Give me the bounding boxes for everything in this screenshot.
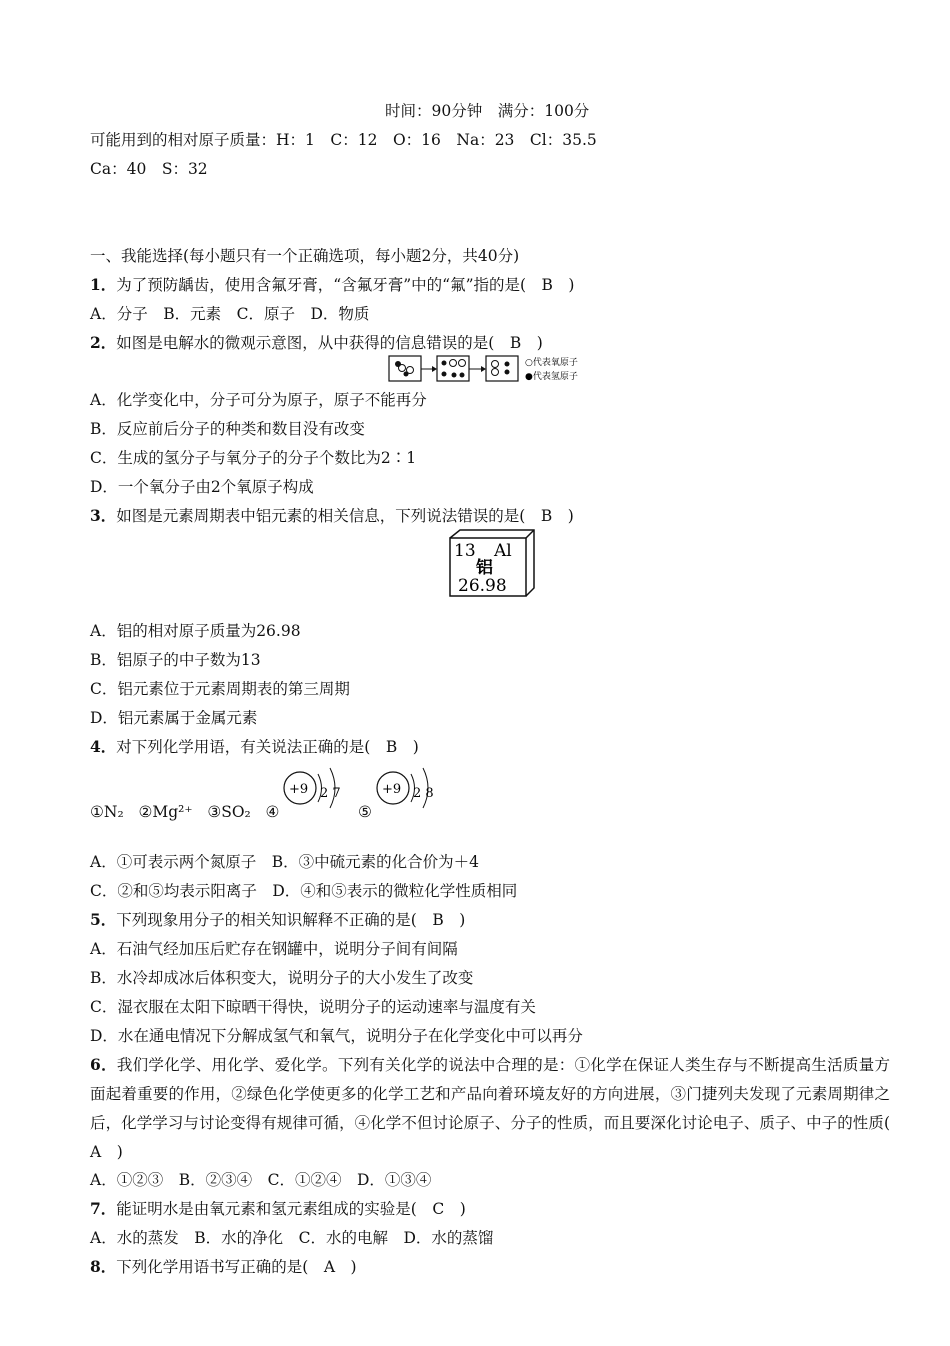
option-c: C．湿衣服在太阳下晾晒干得快，说明分子的运动速率与温度有关 [90,998,536,1016]
question-1 [90,275,574,295]
option-d: D．水在通电情况下分解成氢气和氧气，说明分子在化学变化中可以再分 [90,1027,583,1045]
question-stem: 下列现象用分子的相关知识解释不正确的是( B ) [116,911,466,929]
atomic-number: 13 [454,541,476,561]
question-number: 3． [90,506,117,525]
option-a: A．铝的相对原子质量为26.98 [90,622,301,640]
question-stem: 下列化学用语书写正确的是( A ) [116,1258,357,1276]
option-d: D．铝元素属于金属元素 [90,709,258,727]
section-title: 一、我能选择(每小题只有一个正确选项，每小题2分，共40分) [90,247,520,265]
electron-shells: 2 8 [413,786,434,801]
legend-hydrogen: ●代表氢原子 [525,372,578,382]
option-cd: C．②和⑤均表示阳离子 D．④和⑤表示的微粒化学性质相同 [90,882,518,900]
element-name: 铝 [476,558,493,578]
question-number: 6． [90,1055,117,1074]
element-symbol: Al [494,541,512,561]
nucleus-charge: +9 [289,782,309,797]
symbol-4: ④ [265,803,280,821]
question-4 [90,737,419,757]
electron-shells: 2 7 [320,786,341,801]
option-b: B．反应前后分子的种类和数目没有改变 [90,420,365,438]
question-6-options: A．①②③ B．②③④ C．①②④ D．①③④ [90,1171,432,1189]
legend-oxygen: ○代表氧原子 [525,358,578,368]
question-number: 5． [90,910,117,929]
question-6 [90,1050,906,1167]
question-number: 4． [90,737,117,756]
question-7-options: A．水的蒸发 B．水的净化 C．水的电解 D．水的蒸馏 [90,1229,494,1247]
question-stem: 如图是电解水的微观示意图，从中获得的信息错误的是( B ) [116,334,543,352]
atomic-mass: 26.98 [458,576,507,596]
symbol-5: ⑤ [358,803,372,821]
option-ab: A．①可表示两个氮原子 B．③中硫元素的化合价为＋4 [90,853,479,871]
option-d: D．一个氧分子由2个氧原子构成 [90,478,314,496]
question-number: 1． [90,275,117,294]
question-2 [90,333,543,353]
question-7 [90,1199,466,1219]
symbols-line [90,802,279,822]
question-number: 8． [90,1257,117,1276]
question-stem: 如图是元素周期表中铝元素的相关信息，下列说法错误的是( B ) [116,507,574,525]
periodic-table-cell [448,528,538,600]
option-c: C．铝元素位于元素周期表的第三周期 [90,680,350,698]
electrolysis-diagram [388,353,603,385]
symbol-1: ①N₂ [90,803,124,821]
atom-structure-5 [373,764,443,814]
question-stem: 我们学化学、用化学、爱化学。下列有关化学的说法中合理的是：①化学在保证人类生存与不断提高生活质量方面起着重要的作用，②绿色化学使更多的化学工艺和产品向着环境友好的方向进展，③门捷列夫发现了元素周期律之后，化学学习与讨论变得有规律可循，④化学不但讨论原子、分子的性质，而且要深化讨论电子、质子、中子的性质( A ) [90,1056,906,1161]
option-a: A．化学变化中，分子可分为原子，原子不能再分 [90,391,427,409]
option-b: B．水冷却成冰后体积变大，说明分子的大小发生了改变 [90,969,474,987]
atom-structure-4 [280,764,350,814]
symbol-2: ②Mg²⁺ [138,803,193,821]
question-stem: 对下列化学用语，有关说法正确的是( B ) [116,738,419,756]
option-c: C．生成的氢分子与氧分子的分子个数比为2∶1 [90,449,417,467]
question-5 [90,910,465,930]
question-number: 2． [90,333,117,352]
symbol-3: ③SO₂ [207,803,251,821]
option-b: B．铝原子的中子数为13 [90,651,261,669]
question-stem: 能证明水是由氧元素和氢元素组成的实验是( C ) [116,1200,466,1218]
question-1-options: A．分子 B．元素 C．原子 D．物质 [90,305,370,323]
question-stem: 为了预防龋齿，使用含氟牙膏，“含氟牙膏”中的“氟”指的是( B ) [116,276,575,294]
question-number: 7． [90,1199,117,1218]
exam-time-line: 时间：90分钟 满分：100分 [385,102,590,120]
nucleus-charge: +9 [382,782,402,797]
atomic-mass-line-2: Ca：40 S：32 [90,160,208,178]
question-3 [90,506,574,526]
atomic-mass-line-1: 可能用到的相对原子质量：H：1 C：12 O：16 Na：23 Cl：35.5 [90,131,597,149]
question-8 [90,1257,357,1277]
option-a: A．石油气经加压后贮存在钢罐中，说明分子间有间隔 [90,940,458,958]
